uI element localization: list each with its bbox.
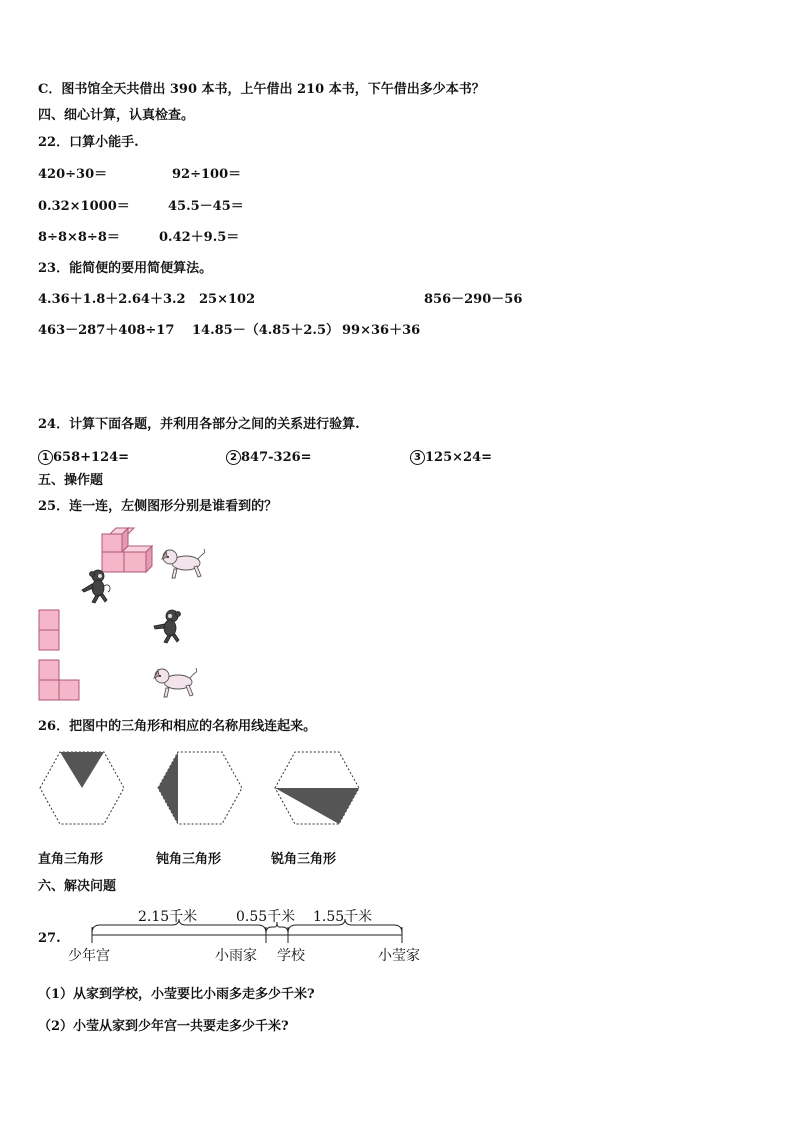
q24-item-3: [410, 447, 492, 466]
place-label: 小雨家: [215, 948, 257, 964]
q24-expr: 125×24=: [425, 450, 493, 465]
triangle-label: 锐角三角形: [271, 852, 337, 867]
distance-label: 2.15千米: [138, 909, 198, 925]
circled-number-icon: 3: [410, 450, 425, 465]
distance-label: 1.55千米: [313, 909, 373, 925]
monkey-icon: [78, 568, 114, 604]
q23-item: 25×102: [199, 292, 256, 307]
q23-item: 4.36＋1.8＋2.64＋3.2: [38, 292, 186, 307]
q22-title: 22．口算小能手.: [38, 135, 139, 150]
dog-icon: [152, 664, 200, 700]
q24-expr: 847-326=: [241, 450, 312, 465]
q27-sub-2: （2）小莹从家到少年宫一共要走多少千米?: [38, 1019, 289, 1034]
q22-item: 0.32×1000＝: [38, 199, 130, 214]
place-label: 小莹家: [378, 948, 420, 964]
circled-number-icon: 2: [226, 450, 241, 465]
q23-item: 99×36＋36: [342, 323, 421, 338]
circled-number-icon: 1: [38, 450, 53, 465]
q26-title: 26．把图中的三角形和相应的名称用线连起来。: [38, 719, 317, 734]
side-view-figure: [38, 659, 82, 703]
hexagon-right-triangle-figure: [38, 750, 126, 828]
section-4-heading: 四、细心计算，认真检查。: [38, 108, 195, 123]
q27-number: 27.: [38, 931, 61, 946]
section-5-heading: 五、操作题: [38, 473, 104, 488]
dog-icon: [160, 545, 208, 581]
q22-item: 92÷100＝: [172, 167, 242, 182]
q24-item-1: [38, 447, 129, 466]
q22-item: 45.5－45＝: [168, 199, 244, 214]
q24-title: 24．计算下面各题，并利用各部分之间的关系进行验算.: [38, 417, 360, 432]
q22-item: 8÷8×8÷8＝: [38, 230, 120, 245]
q23-title: 23．能简便的要用简便算法。: [38, 261, 213, 276]
q23-item: 463－287＋408÷17: [38, 323, 175, 338]
question-c-text: C．图书馆全天共借出 390 本书，上午借出 210 本书，下午借出多少本书？: [38, 82, 485, 97]
section-6-heading: 六、解决问题: [38, 879, 117, 894]
place-label: 学校: [277, 948, 305, 964]
q23-item: 856－290－56: [424, 292, 523, 307]
q25-title: 25．连一连，左侧图形分别是谁看到的？: [38, 499, 278, 514]
q23-item: 14.85－（4.85＋2.5）: [192, 323, 339, 338]
q27-sub-1: （1）从家到学校，小莹要比小雨多走多少千米?: [38, 987, 315, 1002]
place-label: 少年宫: [68, 948, 110, 964]
front-view-figure: [38, 609, 62, 653]
q24-expr: 658+124=: [53, 450, 130, 465]
q22-item: 420÷30＝: [38, 167, 108, 182]
hexagon-obtuse-triangle-figure: [156, 750, 244, 828]
q24-item-2: [226, 447, 312, 466]
hexagon-acute-triangle-figure: [273, 750, 361, 828]
distance-label: 0.55千米: [236, 909, 296, 925]
triangle-label: 直角三角形: [38, 852, 104, 867]
monkey-icon: [152, 608, 188, 644]
triangle-label: 钝角三角形: [156, 852, 222, 867]
q22-item: 0.42＋9.5＝: [159, 230, 240, 245]
